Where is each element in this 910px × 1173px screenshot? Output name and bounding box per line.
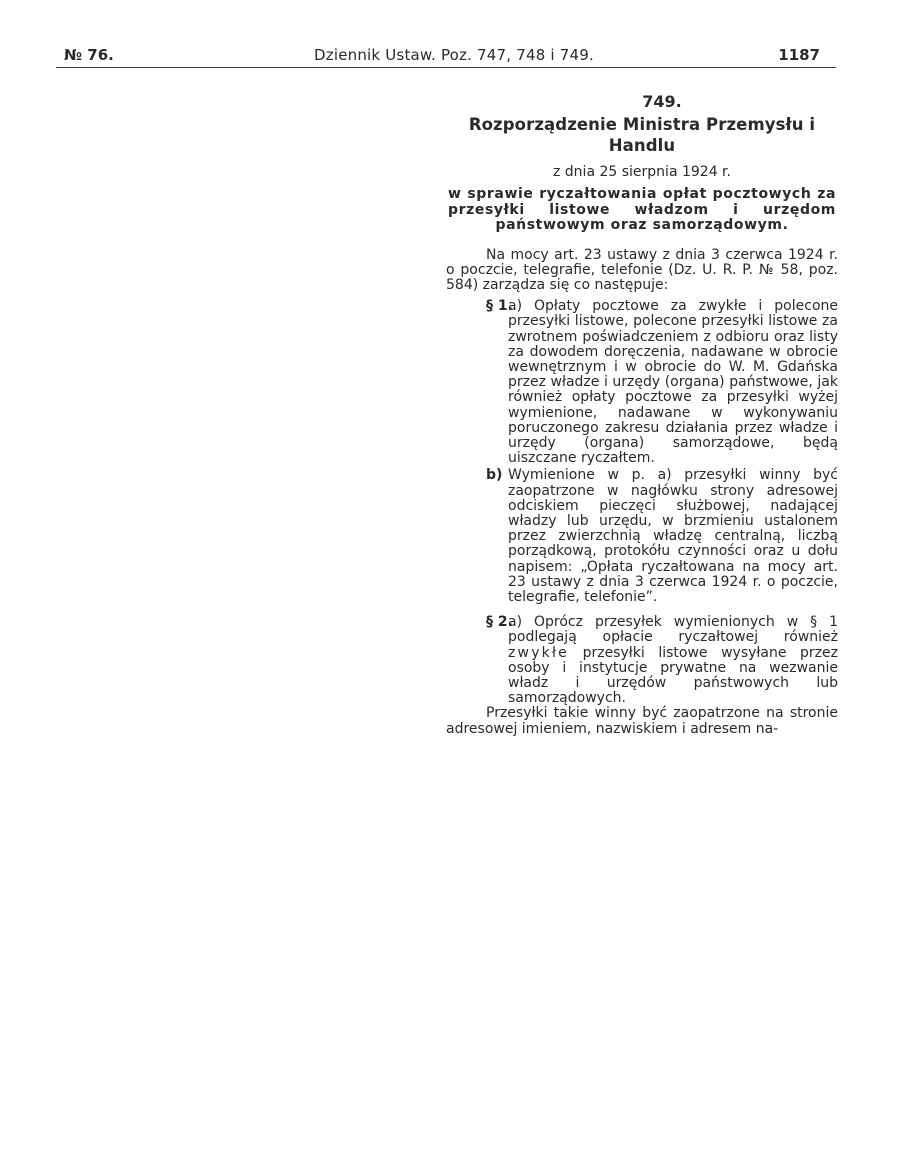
intro-paragraph: Na mocy art. 23 ustawy z dnia 3 czerwca 1924 r. o poczcie, telegrafie, telefonie (Dz. U. R. P. № 58, poz. 584) zarządza się co następuje: [446,246,838,293]
section-1-point-b [446,468,838,605]
section-1-text: a) Opłaty pocztowe za zwykłe i polecone przesyłki listowe, polecone przesyłki listowe za zwrotnem poświadczeniem z odbioru oraz listy za dowodem doręczenia, nadawane w obrocie wewnętrznym i w obrocie do W. M. Gdańska przez władze i urzędy (organa) państwowe, jak również opłaty pocztowe za przesyłki wyżej wymienione, nadawane w wykonywaniu poruczonego zakresu działania przez władze i urzędy (organa) samorządowe, będą uiszczane ryczałtem. [508,298,838,467]
act-subject: w sprawie ryczałtowania opłat pocztowych za przesyłki listowe władzom i urzędom państwowym oraz samorządowym. [448,186,836,233]
section-2-continuation: Przesyłki takie winny być zaopatrzone na stronie adresowej imieniem, nazwiskiem i adresem na- [446,705,838,737]
point-b-mark: b) [486,467,503,484]
text-column [446,92,838,751]
section-2-mark: § 2. [486,614,513,631]
act-title: Rozporządzenie Ministra Przemysłu i Handlu [468,115,816,155]
section-1 [446,299,838,466]
act-number: 749. [642,92,682,111]
issue-number: № 76. [64,46,114,64]
page-number: 1187 [778,46,820,64]
section-2 [446,615,838,706]
section-2-text-start: a) Oprócz przesyłek wymienionych w § 1 podlegają opłacie ryczałtowej również [508,614,838,646]
point-b-text: Wymienione w p. a) przesyłki winny być zaopatrzone w nagłówku strony adresowej odciskiem pieczęci służbowej, nadającej władzy lub urzędu, w brzmieniu ustalonem przez zwierzchnią władzę centralną, liczbą porządkową, protokółu czynności oraz u dołu napisem: „Opłata ryczałtowana na mocy art. 23 ustawy z dnia 3 czerwca 1924 r. o poczcie, telegrafie, telefonie”. [508,467,838,605]
journal-title: Dziennik Ustaw. Poz. 747, 748 i 749. [314,46,594,64]
section-2-spaced-word: zwykłe [508,644,569,661]
section-1-mark: § 1. [486,298,513,315]
act-date: z dnia 25 sierpnia 1924 r. [553,164,731,180]
page-header [56,45,836,68]
section-2-text-end: przesyłki listowe wysyłane przez osoby i instytucje prywatne na wezwanie władz i urzędów państwowych lub samorządowych. [508,644,838,707]
